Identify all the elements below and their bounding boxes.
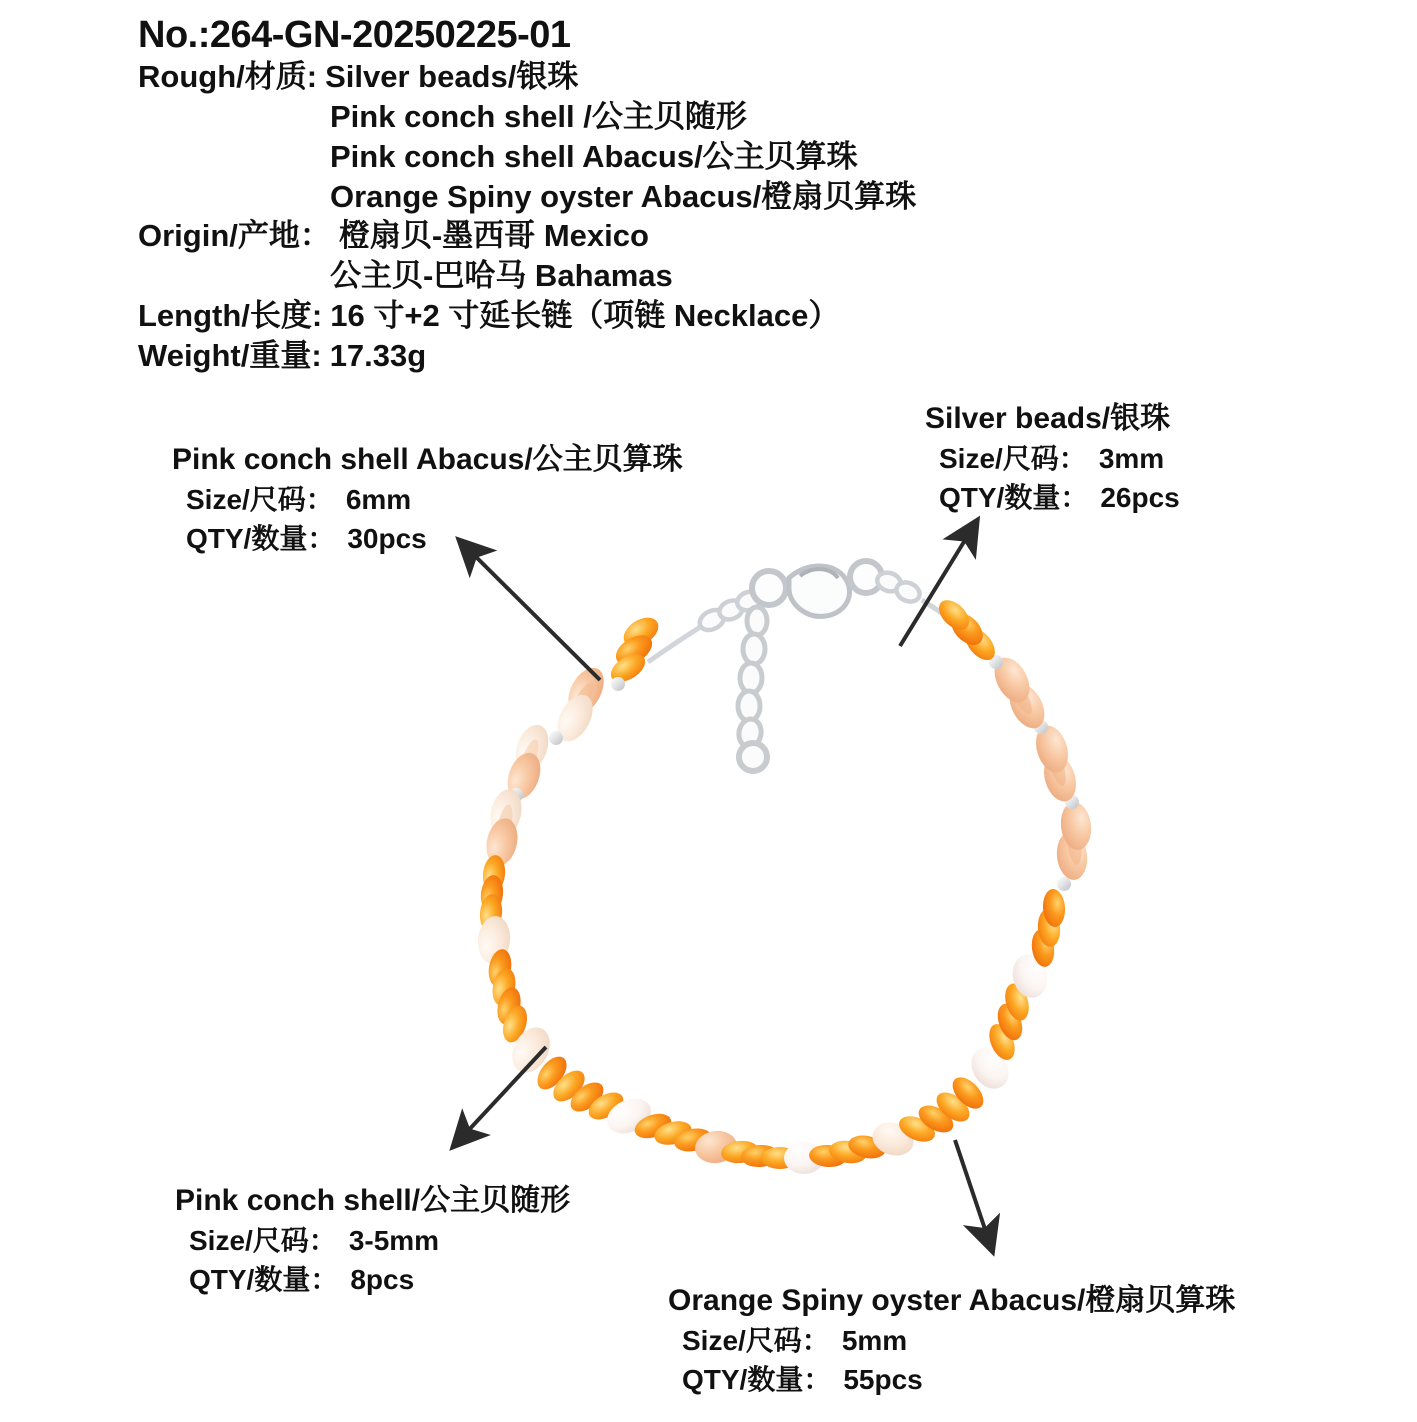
pink-conch-abacus — [482, 786, 525, 868]
orange-bead-group — [933, 595, 1000, 666]
pink-conch-abacus — [1054, 800, 1094, 881]
spec-value: Silver beads/银珠 — [325, 58, 579, 94]
spec-label: Origin/产地： — [138, 218, 331, 254]
qty-label: QTY/数量： — [682, 1363, 832, 1395]
callout-pink-conch-shell — [175, 1181, 570, 1299]
spec-value: 16 寸+2 寸延长链（项链 Necklace） — [330, 298, 840, 334]
callout-pink-conch-abacus — [172, 440, 683, 558]
spec-value: 公主贝-巴哈马 Bahamas — [330, 258, 673, 294]
size-value: 3mm — [1098, 443, 1165, 474]
size-value: 3-5mm — [348, 1225, 440, 1256]
size-label: Size/尺码： — [939, 443, 1087, 474]
spec-value: Pink conch shell /公主贝随形 — [330, 98, 747, 134]
spec-label: Weight/重量: — [138, 338, 322, 374]
bead-strand — [476, 595, 1094, 1174]
qty-value: 55pcs — [843, 1363, 923, 1395]
qty-value: 30pcs — [347, 522, 427, 554]
size-label: Size/尺码： — [189, 1225, 337, 1256]
orange-bead-group — [895, 1072, 989, 1147]
silver-bead — [1057, 877, 1071, 891]
extension-chain — [737, 607, 767, 771]
spec-value: Orange Spiny oyster Abacus/橙扇贝算珠 — [330, 178, 917, 214]
callout-silver-beads — [925, 399, 1180, 517]
callout-qty-row — [925, 479, 1180, 518]
callout-qty-row — [668, 1361, 1235, 1400]
callout-qty-row — [172, 520, 683, 559]
size-value: 5mm — [841, 1325, 908, 1356]
qty-label: QTY/数量： — [189, 1263, 339, 1295]
qty-label: QTY/数量： — [186, 522, 336, 554]
callout-title: Orange Spiny oyster Abacus/橙扇贝算珠 — [668, 1284, 1236, 1317]
spec-label: Rough/材质: — [138, 58, 318, 94]
item-number: No.:264-GN-20250225-01 — [138, 14, 571, 56]
size-label: Size/尺码： — [186, 484, 334, 515]
orange-bead-group — [1029, 888, 1066, 968]
callout-size-row — [925, 440, 1180, 479]
pink-conch-abacus — [1031, 722, 1082, 806]
qty-label: QTY/数量： — [939, 481, 1089, 513]
spec-label: Length/长度: — [138, 298, 323, 334]
size-value: 6mm — [345, 484, 412, 515]
silver-bead — [611, 677, 625, 691]
spec-value: 橙扇贝-墨西哥 Mexico — [338, 218, 649, 254]
silver-bead — [549, 731, 563, 745]
clasp-assembly — [648, 561, 966, 662]
callout-size-row — [172, 481, 683, 520]
qty-value: 26pcs — [1100, 481, 1180, 513]
callout-size-row — [668, 1322, 1235, 1361]
orange-bead-group — [606, 612, 663, 688]
orange-bead-group — [486, 947, 531, 1045]
callout-title: Pink conch shell Abacus/公主贝算珠 — [172, 443, 683, 476]
callout-size-row — [175, 1222, 570, 1261]
spec-value: Pink conch shell Abacus/公主贝算珠 — [330, 138, 858, 174]
callout-orange-spiny-oyster — [668, 1281, 1235, 1399]
size-label: Size/尺码： — [682, 1325, 830, 1356]
qty-value: 8pcs — [350, 1263, 415, 1295]
spec-value: 17.33g — [329, 338, 427, 374]
callout-title: Pink conch shell/公主贝随形 — [175, 1184, 571, 1217]
callout-qty-row — [175, 1261, 570, 1300]
callout-title: Silver beads/银珠 — [925, 402, 1171, 435]
